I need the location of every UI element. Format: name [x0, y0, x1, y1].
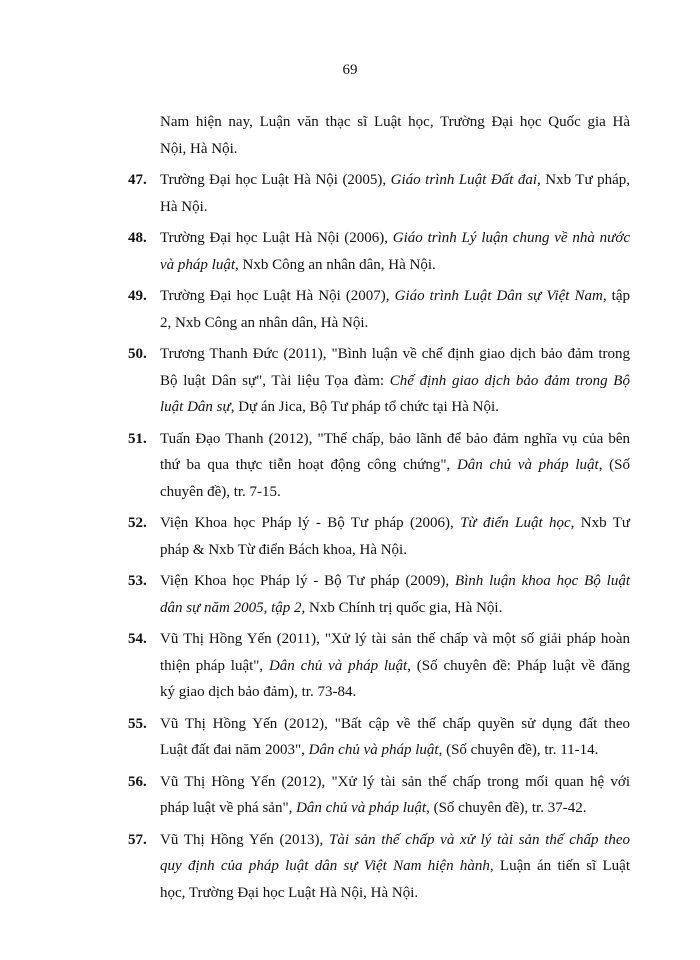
text-line: Luật đất đai năm 2003", Dân chủ và pháp luật, (Số chuyên đề), tr. 11-14. — [160, 742, 599, 758]
text-line: Viện Khoa học Pháp lý - Bộ Tư pháp (2009), Bình luận khoa học Bộ luật — [160, 573, 630, 589]
text-line: thiện pháp luật", Dân chủ và pháp luật, (Số chuyên đề: Pháp luật về đăng — [160, 657, 630, 674]
reference-number: 49. — [128, 288, 147, 304]
reference-52 — [128, 510, 630, 563]
text-line: Vũ Thị Hồng Yến (2013), Tài sản thế chấp và xử lý tài sản thế chấp theo — [160, 831, 630, 848]
text-line: luật Dân sự, Dự án Jica, Bộ Tư pháp tổ chức tại Hà Nội. — [160, 399, 499, 415]
reference-number: 51. — [128, 430, 147, 447]
text-line: Trường Đại học Luật Hà Nội (2006), Giáo trình Lý luận chung về nhà nước — [160, 230, 630, 246]
reference-number: 56. — [128, 773, 147, 790]
reference-51 — [128, 426, 630, 506]
reference-54 — [128, 626, 630, 706]
text-line: và pháp luật, Nxb Công an nhân dân, Hà Nội. — [160, 256, 436, 273]
text-line: 2, Nxb Công an nhân dân, Hà Nội. — [160, 314, 369, 331]
reference-number: 50. — [128, 346, 147, 362]
reference-number: 57. — [128, 831, 147, 848]
text-line: Nội, Hà Nội. — [160, 140, 238, 157]
text-line: pháp luật về phá sản", Dân chủ và pháp luật, (Số chuyên đề), tr. 37-42. — [160, 800, 587, 816]
reference-number: 54. — [128, 631, 147, 647]
text-line: thứ ba qua thực tiễn hoạt động công chứng", Dân chủ và pháp luật, (Số — [160, 457, 630, 473]
reference-continuation — [160, 109, 630, 162]
text-line: học, Trường Đại học Luật Hà Nội, Hà Nội. — [160, 884, 419, 901]
text-line: Vũ Thị Hồng Yến (2012), "Xử lý tài sản thế chấp trong mối quan hệ với — [160, 773, 630, 790]
reference-number: 53. — [128, 573, 147, 589]
text-line: pháp & Nxb Từ điển Bách khoa, Hà Nội. — [160, 541, 407, 558]
text-line: Trường Đại học Luật Hà Nội (2007), Giáo trình Luật Dân sự Việt Nam, tập — [160, 288, 630, 304]
reference-49 — [128, 283, 630, 336]
text-line: quy định của pháp luật dân sự Việt Nam hiện hành, Luận án tiến sĩ Luật — [160, 858, 630, 874]
text-line: Vũ Thị Hồng Yến (2011), "Xử lý tài sản thế chấp và một số giải pháp hoàn — [160, 631, 630, 647]
text-line: dân sự năm 2005, tập 2, Nxb Chính trị quốc gia, Hà Nội. — [160, 599, 503, 616]
text-line: Trương Thanh Đức (2011), "Bình luận về chế định giao dịch bảo đảm trong — [160, 346, 630, 362]
reference-number: 48. — [128, 230, 147, 246]
reference-list — [128, 109, 630, 906]
text-line: Viện Khoa học Pháp lý - Bộ Tư pháp (2006), Từ điển Luật học, Nxb Tư — [160, 515, 630, 531]
text-line: ký giao dịch bảo đảm), tr. 73-84. — [160, 684, 357, 700]
reference-53 — [128, 568, 630, 621]
reference-number: 47. — [128, 172, 147, 188]
text-line: Bộ luật Dân sự", Tài liệu Tọa đàm: Chế định giao dịch bảo đảm trong Bộ — [160, 372, 630, 389]
reference-56 — [128, 769, 630, 822]
text-line: Vũ Thị Hồng Yến (2012), "Bất cập về thế chấp quyền sử dụng đất theo — [160, 715, 630, 732]
text-line: Hà Nội. — [160, 198, 208, 215]
reference-number: 52. — [128, 515, 147, 531]
text-line: Trường Đại học Luật Hà Nội (2005), Giáo trình Luật Đất đai, Nxb Tư pháp, — [160, 172, 630, 188]
text-line: Nam hiện nay, Luận văn thạc sĩ Luật học, Trường Đại học Quốc gia Hà — [160, 114, 630, 130]
reference-48 — [128, 225, 630, 278]
text-line: chuyên đề), tr. 7-15. — [160, 483, 281, 500]
reference-number: 55. — [128, 715, 147, 732]
reference-50 — [128, 341, 630, 421]
text-line: Tuấn Đạo Thanh (2012), "Thế chấp, bảo lãnh để bảo đảm nghĩa vụ của bên — [160, 430, 630, 447]
page-number: 69 — [342, 62, 358, 78]
reference-55 — [128, 711, 630, 764]
reference-57 — [128, 827, 630, 907]
reference-47 — [128, 167, 630, 220]
